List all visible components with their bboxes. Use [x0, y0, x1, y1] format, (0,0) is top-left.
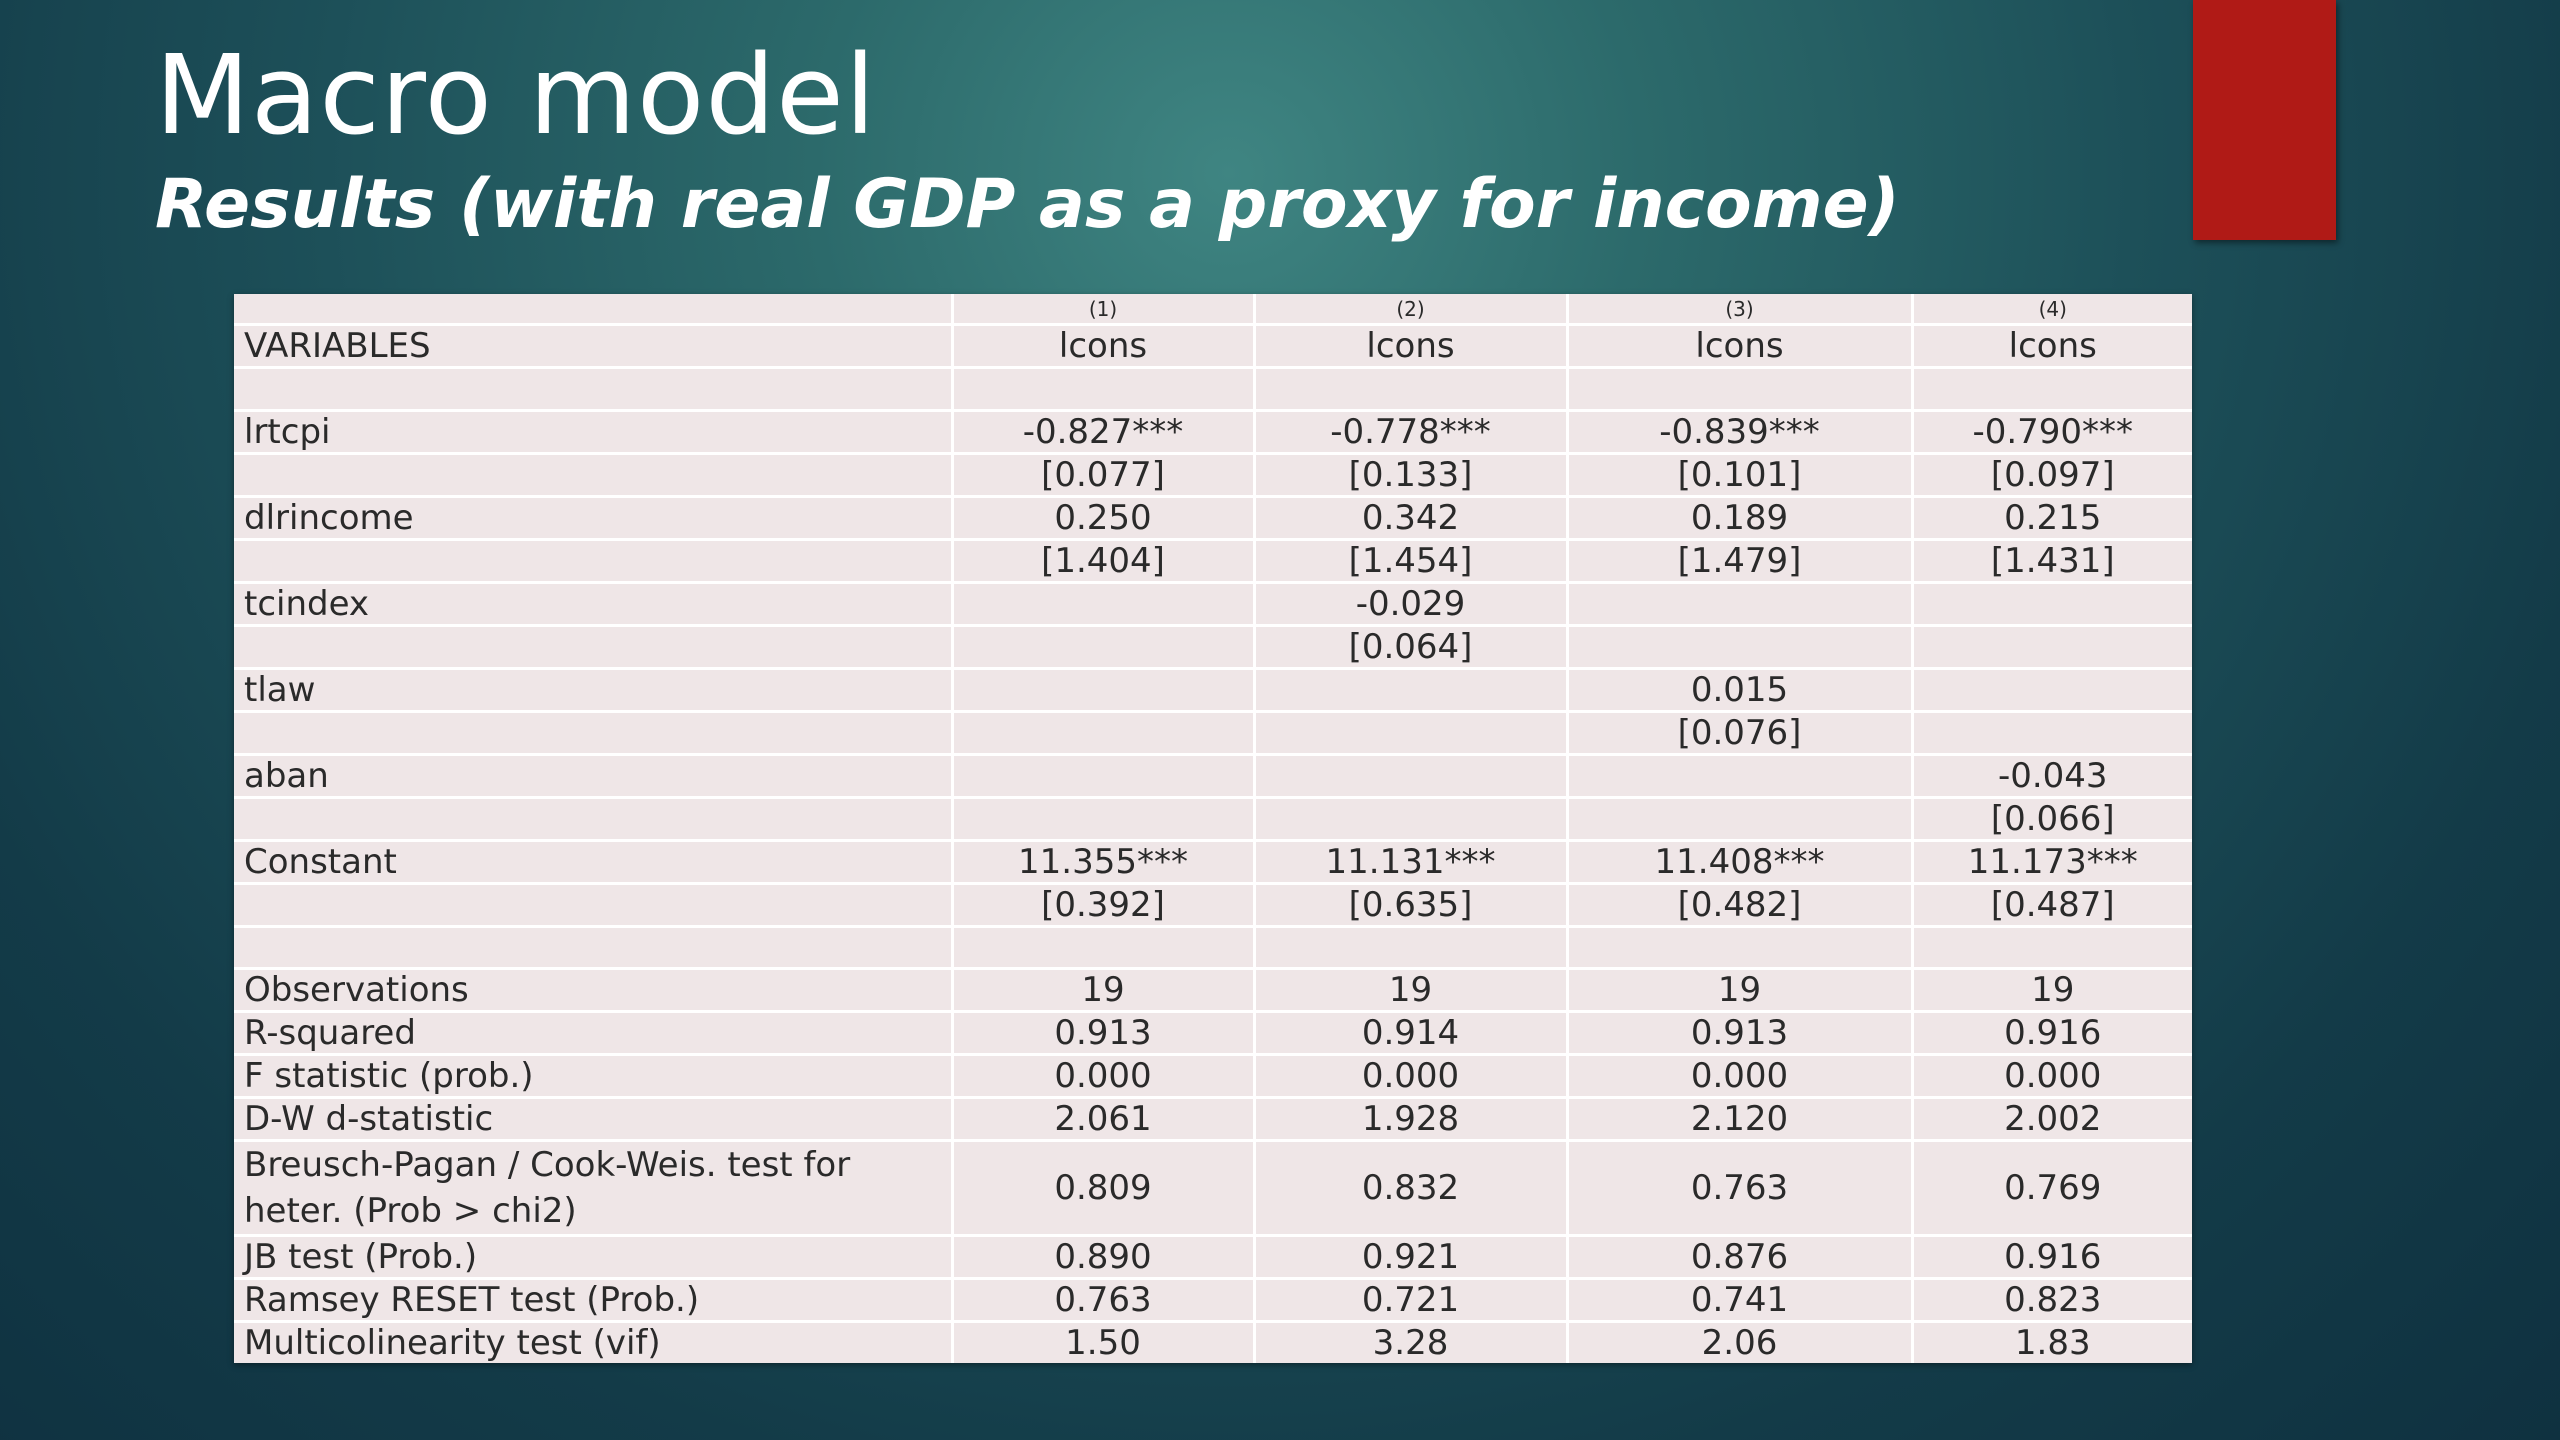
value-cell: 0.342: [1254, 496, 1567, 539]
row-label: lrtcpi: [234, 410, 952, 453]
value-cell: 0.823: [1912, 1279, 2192, 1322]
value-cell: 0.741: [1567, 1279, 1912, 1322]
value-cell: [0.133]: [1254, 453, 1567, 496]
value-cell: [952, 668, 1254, 711]
value-cell: [0.487]: [1912, 883, 2192, 926]
row-label: dlrincome: [234, 496, 952, 539]
value-cell: 2.061: [952, 1098, 1254, 1141]
value-cell: [0.392]: [952, 883, 1254, 926]
table-row: [234, 1279, 2192, 1322]
table-row: [234, 883, 2192, 926]
row-label: tcindex: [234, 582, 952, 625]
value-cell: [1567, 582, 1912, 625]
value-cell: -0.790***: [1912, 410, 2192, 453]
value-cell: [952, 368, 1254, 411]
value-cell: [1912, 926, 2192, 969]
value-cell: 3.28: [1254, 1322, 1567, 1364]
value-cell: [0.066]: [1912, 797, 2192, 840]
value-cell: [1254, 668, 1567, 711]
value-cell: -0.827***: [952, 410, 1254, 453]
row-label: JB test (Prob.): [234, 1236, 952, 1279]
value-cell: [1254, 711, 1567, 754]
value-cell: 0.763: [1567, 1141, 1912, 1236]
value-cell: [0.064]: [1254, 625, 1567, 668]
value-cell: [0.097]: [1912, 453, 2192, 496]
table-row: [234, 926, 2192, 969]
table-row: [234, 668, 2192, 711]
value-cell: 11.408***: [1567, 840, 1912, 883]
value-cell: 1.928: [1254, 1098, 1567, 1141]
header-cell: lcons: [1567, 325, 1912, 368]
row-label: Observations: [234, 969, 952, 1012]
header-row: [234, 325, 2192, 368]
row-label: Breusch-Pagan / Cook-Weis. test for heter. (Prob > chi2): [234, 1141, 952, 1236]
value-cell: [1.431]: [1912, 539, 2192, 582]
table-row: [234, 625, 2192, 668]
value-cell: 19: [1567, 969, 1912, 1012]
table-row: [234, 840, 2192, 883]
model-number-cell: (4): [1912, 294, 2192, 325]
value-cell: 0.721: [1254, 1279, 1567, 1322]
value-cell: -0.839***: [1567, 410, 1912, 453]
value-cell: [952, 625, 1254, 668]
value-cell: 0.832: [1254, 1141, 1567, 1236]
table-row: [234, 582, 2192, 625]
value-cell: 2.120: [1567, 1098, 1912, 1141]
value-cell: [1912, 711, 2192, 754]
slide-title: Macro model: [155, 31, 877, 159]
value-cell: 19: [1254, 969, 1567, 1012]
value-cell: 0.189: [1567, 496, 1912, 539]
model-number-row: [234, 294, 2192, 325]
slide-subtitle: [155, 160, 1900, 250]
model-number-cell: (1): [952, 294, 1254, 325]
value-cell: 0.916: [1912, 1236, 2192, 1279]
table-row: [234, 1098, 2192, 1141]
row-label: F statistic (prob.): [234, 1055, 952, 1098]
value-cell: -0.043: [1912, 754, 2192, 797]
row-label: [234, 711, 952, 754]
value-cell: 11.355***: [952, 840, 1254, 883]
value-cell: 0.000: [1254, 1055, 1567, 1098]
value-cell: [1254, 797, 1567, 840]
value-cell: [1.479]: [1567, 539, 1912, 582]
value-cell: 0.769: [1912, 1141, 2192, 1236]
value-cell: [1.404]: [952, 539, 1254, 582]
red-accent-block: [2193, 0, 2336, 240]
value-cell: 0.215: [1912, 496, 2192, 539]
header-cell: lcons: [1254, 325, 1567, 368]
value-cell: [0.101]: [1567, 453, 1912, 496]
table-row: [234, 969, 2192, 1012]
value-cell: [1567, 625, 1912, 668]
regression-table: [234, 294, 2192, 1363]
value-cell: [0.077]: [952, 453, 1254, 496]
subtitle-rest: (with real GDP as a proxy for income): [458, 165, 1900, 244]
value-cell: 0.015: [1567, 668, 1912, 711]
value-cell: 0.921: [1254, 1236, 1567, 1279]
value-cell: 0.763: [952, 1279, 1254, 1322]
table-row: [234, 1141, 2192, 1236]
value-cell: 0.914: [1254, 1012, 1567, 1055]
row-label: aban: [234, 754, 952, 797]
value-cell: 2.002: [1912, 1098, 2192, 1141]
value-cell: 11.131***: [1254, 840, 1567, 883]
value-cell: [952, 797, 1254, 840]
row-label: Ramsey RESET test (Prob.): [234, 1279, 952, 1322]
value-cell: 0.000: [1912, 1055, 2192, 1098]
value-cell: 0.916: [1912, 1012, 2192, 1055]
value-cell: [952, 754, 1254, 797]
value-cell: 19: [1912, 969, 2192, 1012]
value-cell: 0.913: [1567, 1012, 1912, 1055]
value-cell: [1567, 926, 1912, 969]
table-row: [234, 1012, 2192, 1055]
value-cell: [0.076]: [1567, 711, 1912, 754]
table-row: [234, 539, 2192, 582]
value-cell: 0.876: [1567, 1236, 1912, 1279]
table-row: [234, 711, 2192, 754]
row-label: [234, 625, 952, 668]
row-label: [234, 926, 952, 969]
table-row: [234, 1236, 2192, 1279]
value-cell: [1567, 368, 1912, 411]
row-label: R-squared: [234, 1012, 952, 1055]
row-label: VARIABLES: [234, 325, 952, 368]
table-row: [234, 368, 2192, 411]
value-cell: 1.83: [2014, 1323, 2091, 1363]
row-label: Multicolinearity test (vif): [234, 1322, 952, 1364]
value-cell: [1254, 368, 1567, 411]
value-cell: [1567, 754, 1912, 797]
value-cell: [1912, 582, 2192, 625]
value-cell: 0.809: [952, 1141, 1254, 1236]
value-cell: 0.000: [952, 1055, 1254, 1098]
row-label: [234, 453, 952, 496]
header-cell: lcons: [952, 325, 1254, 368]
row-label: [234, 539, 952, 582]
value-cell: [1.454]: [1254, 539, 1567, 582]
regression-table-body: [234, 294, 2192, 1363]
table-row: [234, 496, 2192, 539]
table-row: [234, 410, 2192, 453]
model-number-cell: (2): [1254, 294, 1567, 325]
value-cell: 11.173***: [1912, 840, 2192, 883]
value-cell: [1912, 668, 2192, 711]
value-cell: [0.482]: [1567, 883, 1912, 926]
row-label: [234, 883, 952, 926]
row-label: [234, 368, 952, 411]
value-cell: [952, 711, 1254, 754]
value-cell: [952, 926, 1254, 969]
value-cell: [952, 582, 1254, 625]
header-cell: lcons: [1912, 325, 2192, 368]
table-row: [234, 1322, 2192, 1364]
value-cell: [1254, 754, 1567, 797]
table-row: [234, 754, 2192, 797]
value-cell: 0.890: [952, 1236, 1254, 1279]
value-cell: [1912, 368, 2192, 411]
value-cell: -0.029: [1254, 582, 1567, 625]
value-cell: 19: [952, 969, 1254, 1012]
row-label: Constant: [234, 840, 952, 883]
value-cell: 2.06: [1567, 1322, 1912, 1364]
row-label: [234, 797, 952, 840]
value-cell: 1.50: [952, 1322, 1254, 1364]
row-label: tlaw: [234, 668, 952, 711]
model-number-cell: (3): [1567, 294, 1912, 325]
value-cell: 0.250: [952, 496, 1254, 539]
value-cell: 0.000: [1567, 1055, 1912, 1098]
value-cell: [1912, 625, 2192, 668]
value-cell: [0.635]: [1254, 883, 1567, 926]
value-cell: 0.913: [952, 1012, 1254, 1055]
value-cell: -0.778***: [1254, 410, 1567, 453]
table-row: [234, 1055, 2192, 1098]
subtitle-bold: Results: [155, 165, 436, 244]
value-cell: [1254, 926, 1567, 969]
table-row: [234, 453, 2192, 496]
corner-cell: [234, 294, 952, 325]
table-row: [234, 797, 2192, 840]
row-label: D-W d-statistic: [234, 1098, 952, 1141]
value-cell: [1567, 797, 1912, 840]
